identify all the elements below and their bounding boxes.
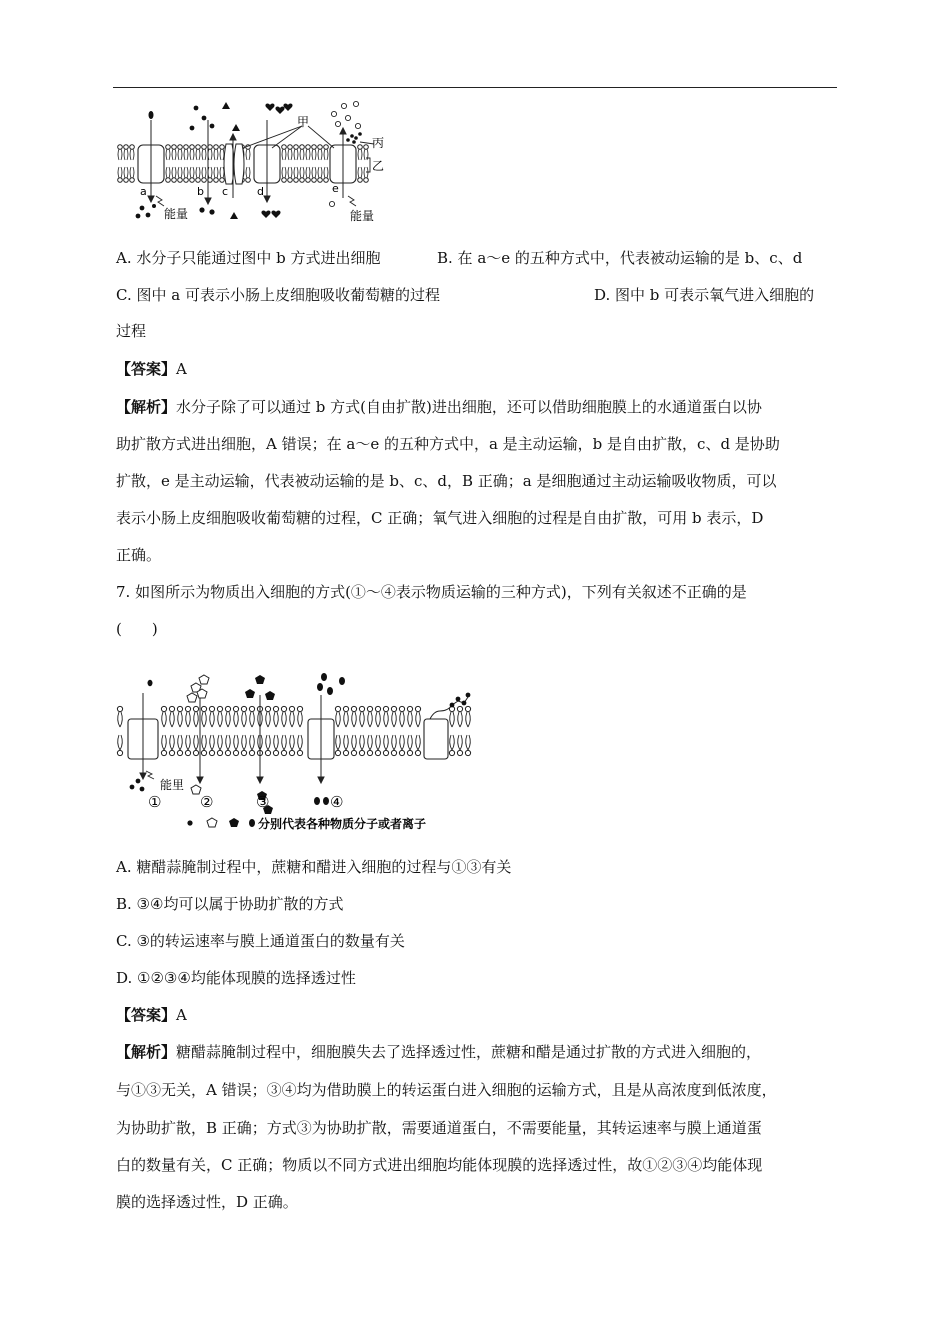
q6-analysis-label: 【解析】 [116,398,177,416]
q6-answer-label: 【答案】 [116,360,177,378]
channel-protein-c [224,144,244,184]
q6-analysis-line-2: 助扩散方式进出细胞，A 错误；在 a～e 的五种方式中，a 是主动运输，b 是自由扩散，c、d 是协助 [116,435,780,453]
label-b: b [197,185,204,198]
figure-membrane-transport-1-4 [112,665,482,835]
q7-option-a: A. 糖醋蒜腌制过程中，蔗糖和醋进入细胞的过程与①③有关 [116,858,512,876]
label-4: ④ [330,793,344,811]
q7-analysis-line-5: 膜的选择透过性，D 正确。 [116,1193,298,1211]
figure-membrane-transport-a-e [112,100,402,228]
q7-option-d: D. ①②③④均能体现膜的选择透过性 [116,969,356,987]
q7-option-b: B. ③④均可以属于协助扩散的方式 [116,895,344,913]
q6-option-c: C. 图中 a 可表示小肠上皮细胞吸收葡萄糖的过程 [116,286,440,304]
q6-option-d-continued: 过程 [116,322,147,340]
q7-option-c: C. ③的转运速率与膜上通道蛋白的数量有关 [116,932,405,950]
q6-option-d: D. 图中 b 可表示氧气进入细胞的 [594,286,815,304]
q7-stem-line-2: ( ) [116,620,158,638]
q6-analysis-line-5: 正确。 [116,546,162,564]
q7-answer-value: A [176,1006,187,1024]
legend-text: 分别代表各种物质分子或者离子 [258,817,427,831]
q6-answer [116,359,187,379]
label-e: e [332,182,339,195]
q7-analysis-line-3: 为协助扩散，B 正确；方式③为协助扩散，需要通道蛋白，不需要能量，其转运速率与膜上通道蛋 [116,1119,762,1137]
transport-arrows-2 [140,693,324,783]
q6-analysis-line-4: 表示小肠上皮细胞吸收葡萄糖的过程，C 正确；氧气进入细胞的过程是自由扩散，可用 b 表示，D [116,509,764,527]
label-3: ③ [256,793,270,811]
label-jia: 甲 [297,115,310,129]
lipid-bilayer-2 [117,706,470,755]
q7-answer [116,1005,187,1025]
label-yi: 乙 [372,159,385,173]
q6-analysis-line-1: 【解析】水分子除了可以通过 b 方式(自由扩散)进出细胞，还可以借助细胞膜上的水通道蛋白以协 [116,398,762,416]
label-a: a [140,185,147,198]
header-rule [113,87,837,88]
label-d: d [257,185,264,198]
q7-analysis-line-2: 与①③无关，A 错误；③④均为借助膜上的转运蛋白进入细胞的运输方式，且是从高浓度到低浓度， [116,1081,777,1099]
label-energy-a: 能量 [164,207,189,221]
q7-analysis-line-1: 【解析】糖醋蒜腌制过程中，细胞膜失去了选择透过性，蔗糖和醋是通过扩散的方式进入细胞的， [116,1043,762,1061]
label-energy-e: 能量 [350,209,375,223]
label-energy: 能里 [160,778,185,792]
label-1: ① [148,793,162,811]
membrane-protein [424,719,448,759]
q6-option-a: A. 水分子只能通过图中 b 方式进出细胞 [116,249,381,267]
molecules [136,102,362,219]
label-2: ② [200,793,214,811]
q7-analysis-label: 【解析】 [116,1043,177,1061]
q6-answer-value: A [176,360,187,378]
q7-analysis-line-4: 白的数量有关，C 正确；物质以不同方式进出细胞均能体现膜的选择透过性，故①②③④均能体现 [116,1156,763,1174]
q7-answer-label: 【答案】 [116,1006,177,1024]
label-bing: 丙 [372,136,385,150]
q7-stem-line-1: 7. 如图所示为物质出入细胞的方式(①～④表示物质运输的三种方式)，下列有关叙述不正确的是 [116,583,747,601]
q6-option-b: B. 在 a～e 的五种方式中，代表被动运输的是 b、c、d [437,249,803,267]
legend [187,816,426,831]
q6-analysis-line-3: 扩散，e 是主动运输，代表被动运输的是 b、c、d，B 正确；a 是细胞通过主动运输吸收物质，可以 [116,472,777,490]
label-c: c [222,185,229,198]
